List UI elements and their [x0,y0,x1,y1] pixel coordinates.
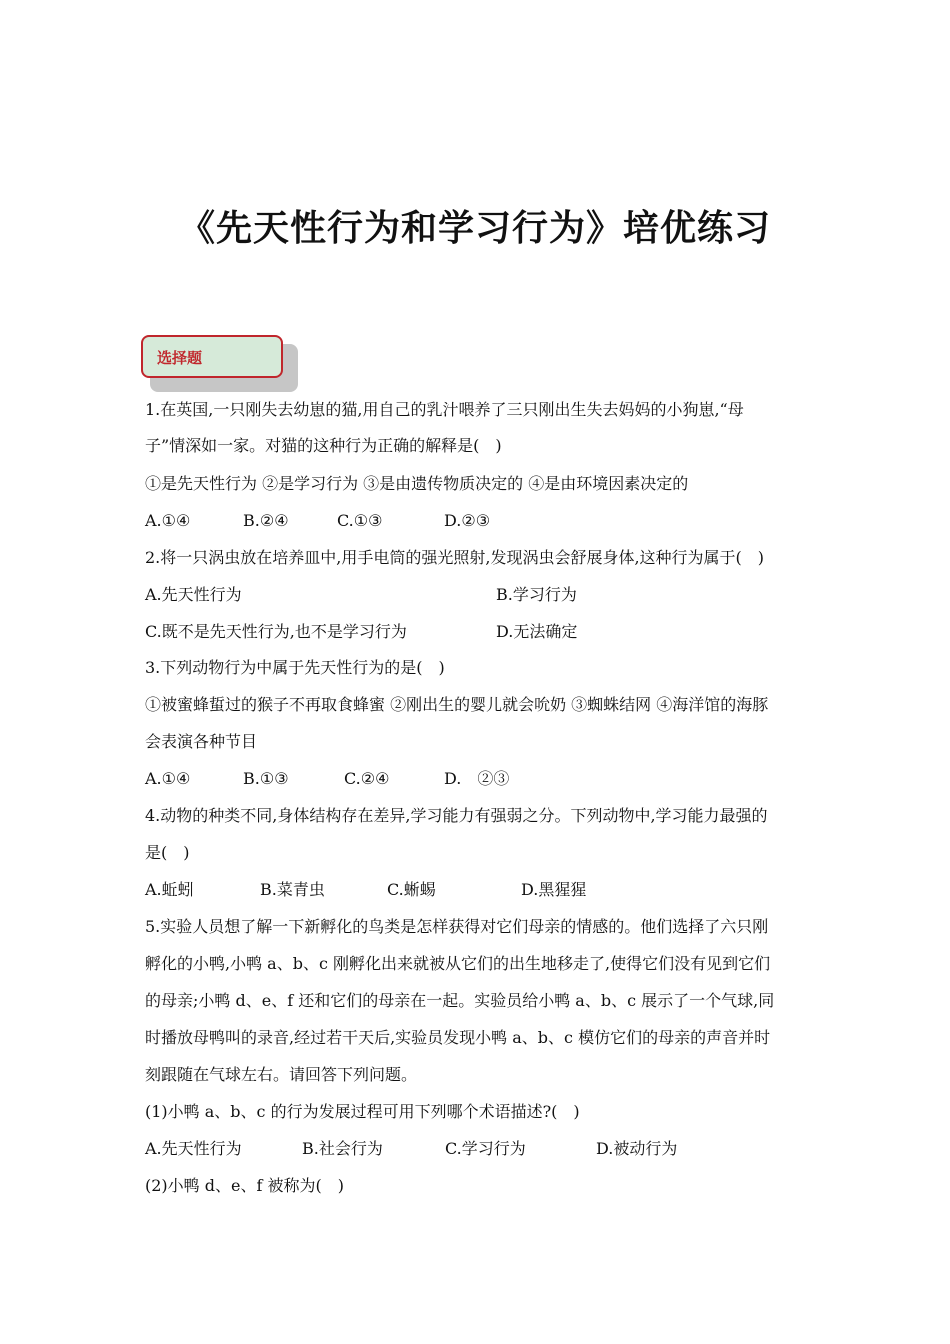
q4-option-c: C.蜥蜴 [387,880,436,899]
q3-option-d: D. ②③ [444,769,510,788]
q1-option-b: B.②④ [243,511,289,530]
q1-option-a: A.①④ [145,511,191,530]
q2-option-c: C.既不是先天性行为,也不是学习行为 [145,622,407,641]
q5-sub1-option-c: C.学习行为 [445,1139,526,1158]
q1-stem-line-2: 子”情深如一家。对猫的这种行为正确的解释是( ) [145,436,502,455]
q5-stem-line-2: 孵化的小鸭,小鸭 a、b、c 刚孵化出来就被从它们的出生地移走了,使得它们没有见到它们 [145,954,771,973]
q3-option-a: A.①④ [145,769,191,788]
q4-option-a: A.蚯蚓 [145,880,194,899]
q1-stem-line-1: 1.在英国,一只刚失去幼崽的猫,用自己的乳汁喂养了三只刚出生失去妈妈的小狗崽,“母 [145,400,744,419]
q4-option-d: D.黑猩猩 [521,880,587,899]
section-label: 选择题 [157,349,203,367]
q5-sub1-option-d: D.被动行为 [596,1139,678,1158]
q1-option-d: D.②③ [444,511,491,530]
q5-sub1-option-a: A.先天性行为 [145,1139,242,1158]
q1-option-c: C.①③ [337,511,383,530]
q5-sub1-option-b: B.社会行为 [302,1139,383,1158]
q5-sub2: (2)小鸭 d、e、f 被称为( ) [145,1176,344,1195]
q5-stem-line-1: 5.实验人员想了解一下新孵化的鸟类是怎样获得对它们母亲的情感的。他们选择了六只刚 [145,917,769,936]
q4-option-b: B.菜青虫 [260,880,325,899]
q3-option-c: C.②④ [344,769,390,788]
q5-stem-line-3: 的母亲;小鸭 d、e、f 还和它们的母亲在一起。实验员给小鸭 a、b、c 展示了一个气球,同 [145,991,775,1010]
q2-option-d: D.无法确定 [496,622,578,641]
q4-stem-line-1: 4.动物的种类不同,身体结构存在差异,学习能力有强弱之分。下列动物中,学习能力最强的 [145,806,768,825]
q3-statements-line-1: ①被蜜蜂蜇过的猴子不再取食蜂蜜 ②刚出生的婴儿就会吮奶 ③蜘蛛结网 ④海洋馆的海豚 [145,695,769,714]
q2-option-a: A.先天性行为 [145,585,242,604]
q5-stem-line-5: 刻跟随在气球左右。请回答下列问题。 [145,1065,418,1084]
section-badge [141,335,283,378]
q3-stem: 3.下列动物行为中属于先天性行为的是( ) [145,658,445,677]
q5-stem-line-4: 时播放母鸭叫的录音,经过若干天后,实验员发现小鸭 a、b、c 模仿它们的母亲的声音并时 [145,1028,771,1047]
q3-option-b: B.①③ [243,769,289,788]
q3-statements-line-2: 会表演各种节目 [145,732,258,751]
q1-statements: ①是先天性行为 ②是学习行为 ③是由遗传物质决定的 ④是由环境因素决定的 [145,474,689,493]
q2-stem: 2.将一只涡虫放在培养皿中,用手电筒的强光照射,发现涡虫会舒展身体,这种行为属于( ) [145,548,765,567]
q4-stem-line-2: 是( ) [145,843,190,862]
document-title: 《先天性行为和学习行为》培优练习 [178,208,771,249]
q2-option-b: B.学习行为 [496,585,577,604]
q5-sub1: (1)小鸭 a、b、c 的行为发展过程可用下列哪个术语描述?( ) [145,1102,580,1121]
